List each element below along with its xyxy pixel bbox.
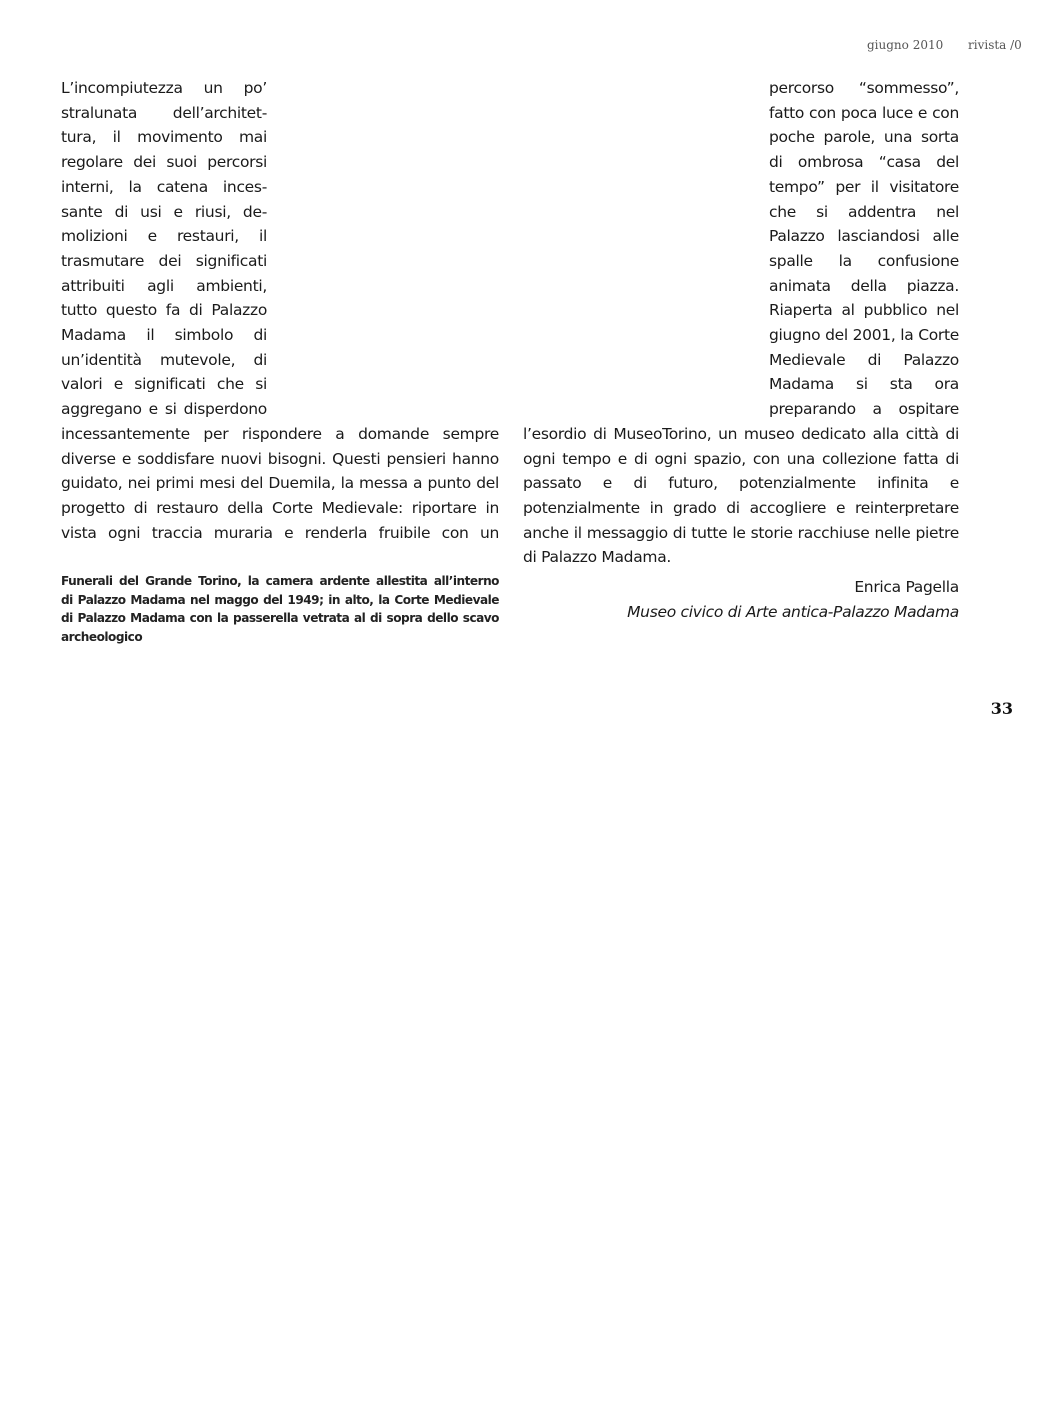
article-line: progetto di restauro della Corte Medievale: riportare in bbox=[61, 498, 499, 517]
article-line: attribuiti agli ambienti, bbox=[61, 276, 267, 295]
article-line: spalle la confusione bbox=[769, 251, 959, 270]
article-line: tutto questo fa di Palazzo bbox=[61, 301, 267, 320]
article-line: valori e significati che si bbox=[61, 375, 267, 394]
article-line: tempo” per il visitatore bbox=[769, 177, 959, 196]
caption-line: di Palazzo Madama con la passerella vetrata al di sopra dello scavo bbox=[61, 611, 499, 626]
article-line: stralunata dell’architet- bbox=[61, 103, 267, 122]
article-line: poche parole, una sorta bbox=[769, 128, 959, 147]
article-line: tura, il movimento mai bbox=[61, 128, 267, 147]
author-affiliation: Museo civico di Arte antica-Palazzo Madama bbox=[627, 603, 959, 621]
article-line: incessantemente per rispondere a domande sempre bbox=[61, 424, 499, 443]
article-line: di Palazzo Madama. bbox=[523, 548, 672, 567]
article-line: anche il messaggio di tutte le storie racchiuse nelle pietre bbox=[523, 523, 959, 542]
article-line: sante di usi e riusi, de- bbox=[61, 202, 267, 221]
article-line: L’incompiutezza un po’ bbox=[61, 79, 267, 97]
article-line: di ombrosa “casa del bbox=[769, 153, 959, 172]
article-line: guidato, nei primi mesi del Duemila, la messa a punto del bbox=[61, 474, 499, 493]
article-line: Palazzo lasciandosi alle bbox=[769, 227, 959, 246]
article-line: diverse e soddisfare nuovi bisogni. Questi pensieri hanno bbox=[61, 449, 499, 468]
article-line: giugno del 2001, la Corte bbox=[769, 326, 959, 344]
article-line: animata della piazza. bbox=[769, 276, 959, 295]
article-line: un’identità mutevole, di bbox=[61, 350, 267, 369]
article-line: che si addentra nel bbox=[769, 202, 959, 221]
header-date: giugno 2010 bbox=[867, 38, 944, 52]
article-line: vista ogni traccia muraria e renderla fruibile con un bbox=[61, 523, 499, 542]
article-line: potenzialmente in grado di accogliere e reinterpretare bbox=[523, 498, 959, 517]
article-line: Medievale di Palazzo bbox=[769, 350, 959, 369]
article-line: preparando a ospitare bbox=[769, 400, 959, 419]
article-line: Madama si sta ora bbox=[769, 375, 959, 394]
article-line: trasmutare dei significati bbox=[61, 251, 267, 270]
article-line: aggregano e si disperdono bbox=[61, 400, 267, 419]
article-line: Riaperta al pubblico nel bbox=[769, 301, 959, 320]
article-line: Madama il simbolo di bbox=[61, 326, 267, 344]
article-line: molizioni e restauri, il bbox=[61, 227, 267, 246]
author-name: Enrica Pagella bbox=[854, 578, 959, 596]
article-line: fatto con poca luce e con bbox=[769, 103, 959, 122]
article-line: ogni tempo e di ogni spazio, con una collezione fatta di bbox=[523, 449, 959, 468]
article-line: interni, la catena inces- bbox=[61, 177, 267, 196]
article-line: passato e di futuro, potenzialmente infinita e bbox=[523, 474, 959, 493]
page-number: 33 bbox=[990, 699, 1013, 718]
article-line: regolare dei suoi percorsi bbox=[61, 153, 267, 172]
article-line: l’esordio di MuseoTorino, un museo dedicato alla città di bbox=[523, 424, 959, 443]
caption-line: archeologico bbox=[61, 629, 143, 644]
caption-line: di Palazzo Madama nel maggo del 1949; in alto, la Corte Medievale bbox=[61, 592, 499, 607]
caption-line: Funerali del Grande Torino, la camera ardente allestita all’interno bbox=[61, 574, 499, 588]
article-line: percorso “sommesso”, bbox=[769, 79, 959, 97]
header-magazine: rivista /0 bbox=[968, 38, 1022, 52]
